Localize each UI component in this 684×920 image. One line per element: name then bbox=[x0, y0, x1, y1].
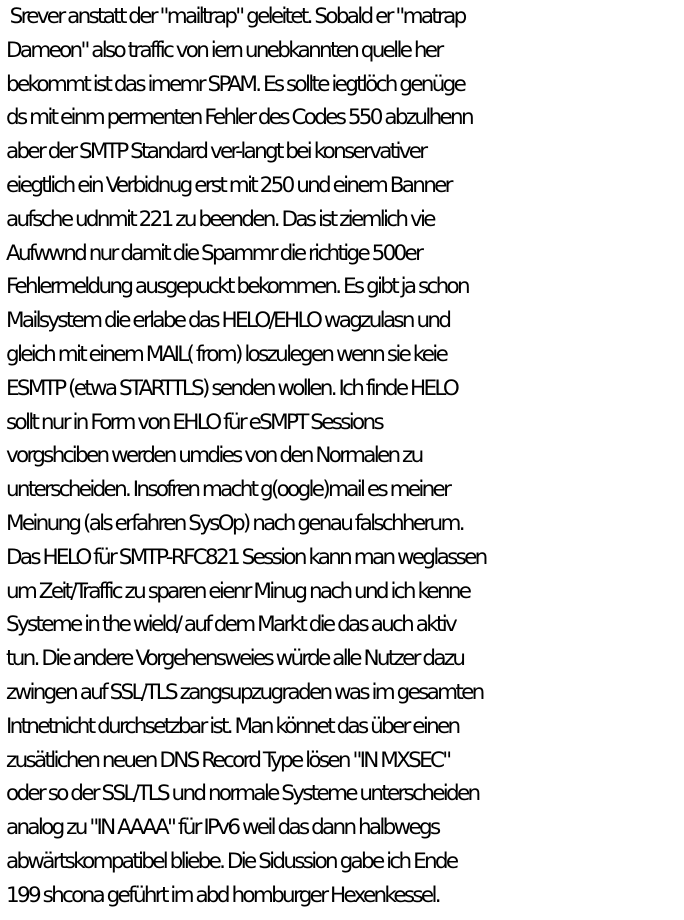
text-line: Srever anstatt der "mailtrap" geleitet. Sobald er "matrap bbox=[6, 4, 465, 29]
text-line: 199 shcona geführt im abd homburger Hexenkessel. bbox=[6, 882, 439, 908]
text-line: vorgshciben werden umdies von den Normalen zu bbox=[6, 443, 422, 469]
text-line: Das HELO für SMTP-RFC821 Session kann man weglassen bbox=[6, 544, 486, 570]
text-line: abwärtskompatibel bliebe. Die Sidussion gabe ich Ende bbox=[6, 848, 457, 874]
text-line: ds mit einm permenten Fehler des Codes 550 abzulhenn bbox=[6, 105, 472, 131]
text-line: sollt nur in Form von EHLO für eSMPT Sessions bbox=[6, 409, 382, 435]
text-line: zwingen auf SSL/TLS zangsupzugraden was im gesamten bbox=[6, 679, 483, 705]
text-line: analog zu "IN AAAA" für IPv6 weil das dann halbwegs bbox=[6, 815, 439, 841]
text-line: bekommt ist das imemr SPAM. Es sollte iegtlöch genüge bbox=[6, 71, 465, 97]
text-line: aufsche udnmit 221 zu beenden. Das ist ziemlich vie bbox=[6, 206, 434, 232]
text-line: Aufwwnd nur damit die Spammr die richtige 500er bbox=[6, 240, 422, 266]
text-line: Meinung (als erfahren SysOp) nach genau falschherum. bbox=[6, 510, 463, 536]
text-line: Dameon" also traffic von iern unebkannten quelle her bbox=[6, 37, 442, 63]
text-line: unterscheiden. Insofren macht g(oogle)mail es meiner bbox=[6, 477, 450, 503]
text-line: eiegtlich ein Verbidnug erst mit 250 und einem Banner bbox=[6, 172, 451, 198]
text-line: Fehlermeldung ausgepuckt bekommen. Es gibt ja schon bbox=[6, 274, 468, 300]
text-line: zusätlichen neuen DNS Record Type lösen "IN MXSEC" bbox=[6, 747, 450, 773]
text-line: gleich mit einem MAIL( from) loszulegen wenn sie keie bbox=[6, 341, 447, 367]
text-line: oder so der SSL/TLS und normale Systeme unterscheiden bbox=[6, 781, 479, 807]
text-line: aber der SMTP Standard ver-langt bei konservativer bbox=[6, 139, 426, 165]
text-line: ESMTP (etwa STARTTLS) senden wollen. Ich finde HELO bbox=[6, 375, 458, 401]
text-line: Systeme in the wield/ auf dem Markt die das auch aktiv bbox=[6, 612, 455, 638]
text-line: tun. Die andere Vorgehensweies würde alle Nutzer dazu bbox=[6, 646, 464, 672]
document-body bbox=[6, 0, 682, 913]
text-line: Mailsystem die erlabe das HELO/EHLO wagzulasn und bbox=[6, 308, 450, 334]
text-line: Intnetnicht durchsetzbar ist. Man könnet das über einen bbox=[6, 713, 459, 739]
text-line: um Zeit/Traffic zu sparen eienr Minug nach und ich kenne bbox=[6, 578, 470, 604]
